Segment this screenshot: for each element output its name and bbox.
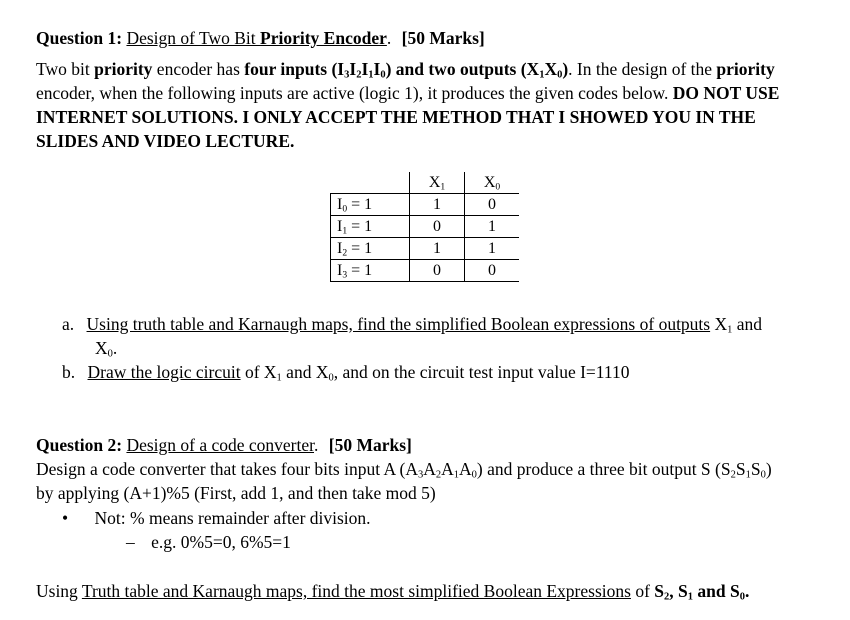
q2-title: Design of a code converter bbox=[126, 435, 314, 455]
q2-note: • Not: % means remainder after division. bbox=[62, 508, 371, 528]
q2-paragraph-line-2: by applying (A+1)%5 (First, add 1, and then take mod 5) bbox=[36, 483, 436, 503]
priority-encoder-truth-table bbox=[330, 172, 519, 282]
table-row: $I_0 = 1$ 1 0 bbox=[331, 194, 520, 216]
q2-final-instruction: Using Truth table and Karnaugh maps, find the most simplified Boolean Expressions of $S_2$, $S_1$ and $S_0$. bbox=[36, 581, 750, 603]
q1-paragraph-line-1: Two bit priority encoder has four inputs $(I_3I_2I_1I_0)$ and two outputs $(X_1X_0)$. In the design of the priority bbox=[36, 59, 775, 81]
table-row: $I_2 = 1$ 1 1 bbox=[331, 238, 520, 260]
q2-example: – e.g. 0%5=0, 6%5=1 bbox=[126, 532, 291, 552]
dash-icon: – bbox=[126, 532, 135, 552]
q1-part-a-cont: $X_0$. bbox=[95, 338, 118, 360]
q2-label: Question 2: bbox=[36, 435, 123, 455]
q1-heading: Question 1: Design of Two Bit Priority Encoder. [50 Marks] bbox=[36, 28, 485, 48]
q1-title: Design of Two Bit Priority Encoder bbox=[126, 28, 387, 48]
q2-paragraph-line-1: Design a code converter that takes four bits input A $(A_3A_2A_1A_0)$ and produce a three bit output S $(S_2S_1S_0)$ bbox=[36, 459, 772, 481]
header-x1: $X_1$ bbox=[410, 172, 465, 194]
q2-marks: [50 Marks] bbox=[328, 435, 412, 455]
q2-heading: Question 2: Design of a code converter. [50 Marks] bbox=[36, 435, 412, 455]
q1-paragraph-line-3: INTERNET SOLUTIONS. I ONLY ACCEPT THE METHOD THAT I SHOWED YOU IN THE bbox=[36, 107, 756, 127]
table-row: $I_3 = 1$ 0 0 bbox=[331, 260, 520, 282]
q1-label: Question 1: bbox=[36, 28, 123, 48]
q1-part-b: b. Draw the logic circuit of $X_1$ and $X_0$, and on the circuit test input value I=1110 bbox=[62, 362, 630, 384]
header-x0: $X_0$ bbox=[483, 174, 501, 193]
q1-marks: [50 Marks] bbox=[401, 28, 485, 48]
q1-part-a: a. Using truth table and Karnaugh maps, find the simplified Boolean expressions of outputs $X_1$ and bbox=[62, 314, 763, 336]
q1-paragraph-line-2: encoder, when the following inputs are active (logic 1), it produces the given codes below. DO NOT USE bbox=[36, 83, 780, 103]
table-row: $I_1 = 1$ 0 1 bbox=[331, 216, 520, 238]
q1-paragraph-line-4: SLIDES AND VIDEO LECTURE. bbox=[36, 131, 295, 151]
bullet-icon: • bbox=[62, 508, 69, 528]
